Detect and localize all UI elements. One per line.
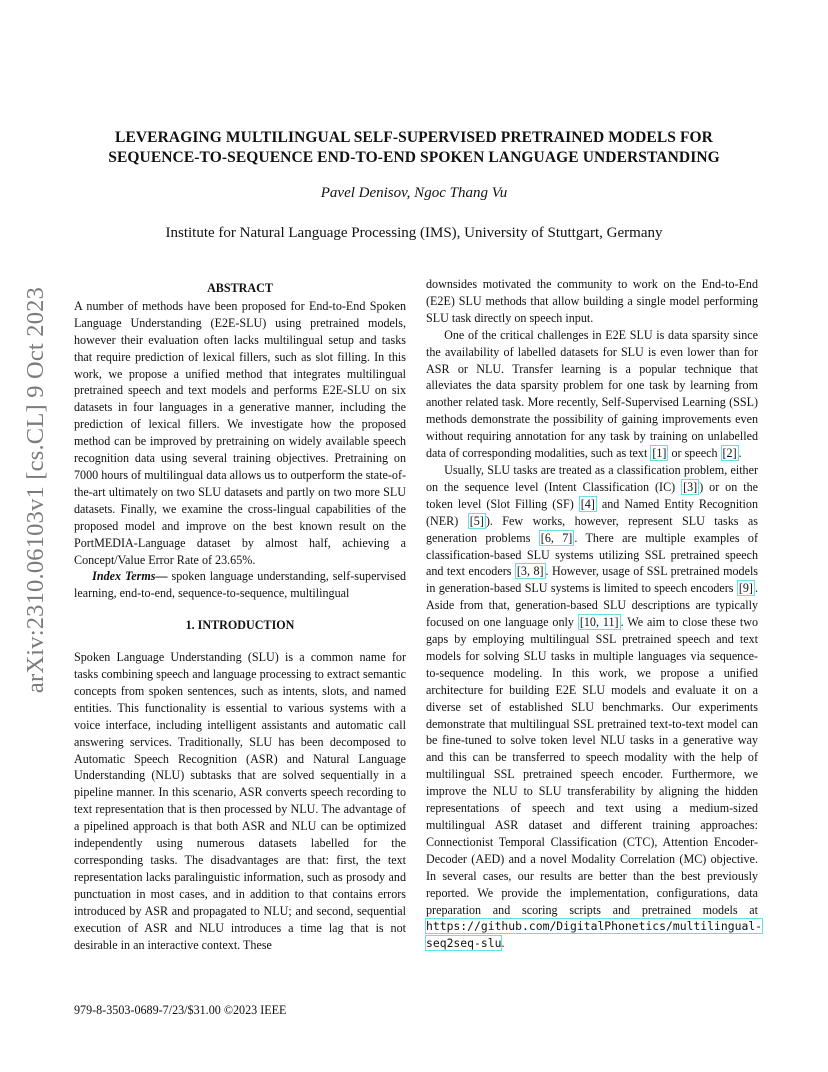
abstract-text: A number of methods have been proposed for End-to-End Spoken Language Understanding (E2E-SLU) using pretrained models, however their evaluation often lacks multilingual setup and tasks that require prediction of lexical fillers, such as slot filling. In this work, we propose a unified method that integrates multilingual pretrained speech and text models and performs E2E-SLU on six datasets in four languages in a generative manner, including the prediction of lexical fillers. We investigate how the proposed method can be improved by pretraining on widely available speech recognition data using several training objectives. Pretraining on 7000 hours of multilingual data allows us to outperform the state-of-the-art ultimately on two SLU datasets and partly on two more SLU datasets. Finally, we examine the cross-lingual capabilities of the proposed model and improve on the best known result on the PortMEDIA-Language dataset by almost half, achieving a Concept/Value Error Rate of 23.65%. [74,298,406,567]
citation-link-9[interactable]: [9] [738,581,753,596]
introduction-heading: 1. INTRODUCTION [185,618,295,633]
citation-link-3[interactable]: [3] [683,479,698,494]
paper-title [60,128,768,168]
citation-link-5[interactable]: [5] [469,513,484,528]
arxiv-identifier: arXiv:2310.06103v1 [cs.CL] 9 Oct 2023 [22,286,49,694]
title-line-2: SEQUENCE-TO-SEQUENCE END-TO-END SPOKEN LANGUAGE UNDERSTANDING [108,149,720,166]
right-paragraph-2 [426,327,758,462]
text-run: . [501,936,505,951]
text-run: One of the critical challenges in E2E SLU is data sparsity since the availability of labelled datasets for SLU is even lower than for ASR or NLU. Transfer learning is a popular technique that alleviates the data sparsity problem for one task by learning from another related task. More recently, Self-Supervised Learning (SSL) methods demonstrate the possibility of gaining improvements even without requiring annotation for any task by training on unlabelled data of corresponding modalities, such as text [426,327,758,461]
affiliation: Institute for Natural Language Processing (IMS), University of Stuttgart, Germany [165,225,663,241]
right-paragraph-1: downsides motivated the community to work on the End-to-End (E2E) SLU methods that allow building a single model performing SLU task directly on speech input. [426,277,758,325]
right-paragraph-3 [426,462,763,952]
text-run: or speech [668,446,721,461]
text-run: ) or on the token level (Slot Filling (SF) [426,479,758,511]
index-terms-text: spoken language understanding, self-supervised learning, end-to-end, sequence-to-sequence, multilingual [74,569,406,601]
text-run: ). Few works, however, represent SLU tasks as generation problems [426,513,759,545]
copyright-footer: 979-8-3503-0689-7/23/$31.00 ©2023 IEEE [74,1003,287,1017]
text-run: and Named Entity Recognition (NER) [426,496,758,528]
title-line-1: LEVERAGING MULTILINGUAL SELF-SUPERVISED PRETRAINED MODELS FOR [115,129,713,146]
citation-link-10-11[interactable]: [10, 11] [579,615,619,630]
index-terms-label: Index Terms— [92,569,168,584]
citation-link-1[interactable]: [1] [652,446,667,461]
github-url-link[interactable]: https://github.com/DigitalPhonetics/multilingual-seq2seq-slu [426,919,763,951]
left-column [74,280,406,953]
citation-link-2[interactable]: [2] [722,446,737,461]
citation-link-4[interactable]: [4] [580,496,595,511]
text-run: . We aim to close these two gaps by employing multilingual SSL pretrained speech and text models for solving SLU tasks in multiple languages via sequence-to-sequence modeling. In this work, we propose a unified architecture for building E2E SLU models and evaluate it on a diverse set of established SLU benchmarks. Our experiments demonstrate that multilingual SSL pretrained text-to-text model can be fine-tuned to solve token level NLU tasks in a generative way and this can be transferred to speech modality with the help of multilingual SSL pretrained speech encoder. Furthermore, we improve the NLU to SLU transferability by aligning the hidden representations of speech and text using a medium-sized multilingual ASR dataset and different training approaches: Connectionist Temporal Classification (CTC), Attention Encoder-Decoder (AED) and a novel Modality Correlation (MC) objective. In several cases, our results are better than the best previously reported. We provide the implementation, configurations, data preparation and scoring scripts and pretrained models at [426,615,759,917]
citation-link-3-8[interactable]: [3, 8] [516,564,544,579]
index-terms [74,568,406,602]
text-run: . [738,446,742,461]
text-run: . However, usage of SSL pretrained models in generation-based SLU systems is limited to speech encoders [426,564,759,596]
abstract-heading: ABSTRACT [207,281,273,295]
text-run: . There are multiple examples of classification-based SLU systems utilizing SSL pretrained speech and text encoders [426,530,758,579]
intro-paragraph-1: Spoken Language Understanding (SLU) is a common name for tasks combining speech and language processing to extract semantic concepts from spoken sentences, such as intents, slots, and named entities. This functionality is essential to various systems with a voice interface, including intelligent assistants and automatic call answering services. Traditionally, SLU has been decomposed to Automatic Speech Recognition (ASR) and Natural Language Understanding (NLU) subtasks that are solved sequentially in a pipeline manner. In this scenario, ASR converts speech recording to text representation that is then processed by NLU. The advantage of a pipelined approach is that both ASR and NLU can be optimized independently using numerous datasets labelled for the corresponding tasks. The disadvantages are that: first, the text representation lacks paralinguistic information, such as prosody and punctuation in most cases, and in addition to that contains errors introduced by ASR and propagated to NLU; and second, sequential execution of ASR and NLU introduces a time lag that is not desirable in an interactive context. These [74,650,406,952]
citation-link-6-7[interactable]: [6, 7] [540,530,573,545]
right-column [426,276,763,952]
authors: Pavel Denisov, Ngoc Thang Vu [320,185,508,201]
text-run: . Aside from that, generation-based SLU descriptions are typically focused on one language only [426,581,758,630]
text-run: Usually, SLU tasks are treated as a classification problem, either on the sequence level (Intent Classification (IC) [426,462,758,494]
